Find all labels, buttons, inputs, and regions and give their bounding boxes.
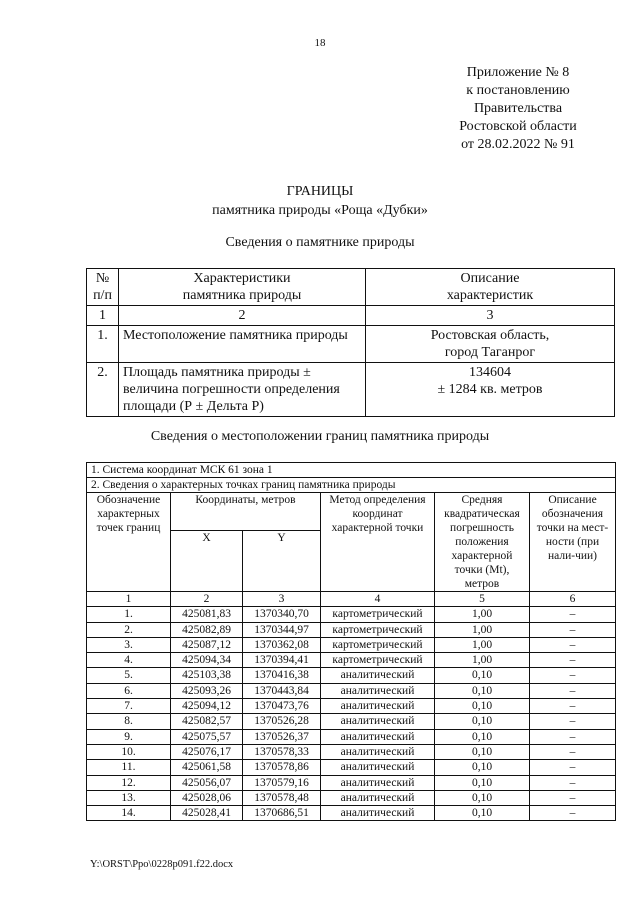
table-row bbox=[87, 744, 616, 759]
cell-desc: – bbox=[530, 637, 616, 652]
appendix-line: Ростовской области bbox=[459, 119, 577, 134]
cell-x: 425075,57 bbox=[171, 729, 243, 744]
cell-y: 1370362,08 bbox=[243, 637, 321, 652]
index-row: 1 2 3 4 5 6 bbox=[87, 592, 616, 607]
cell-x: 425093,26 bbox=[171, 683, 243, 698]
title-sub: памятника природы «Роща «Дубки» bbox=[212, 203, 428, 218]
cell-y: 1370526,37 bbox=[243, 729, 321, 744]
cell-y: 1370578,86 bbox=[243, 760, 321, 775]
cell-n: 11. bbox=[87, 760, 171, 775]
cell-desc: – bbox=[530, 653, 616, 668]
cell-method: аналитический bbox=[321, 806, 435, 821]
coordinate-system-row: 1. Система координат МСК 61 зона 1 bbox=[87, 463, 616, 478]
cell-n: 2. bbox=[87, 622, 171, 637]
cell-method: картометрический bbox=[321, 653, 435, 668]
cell-n: 13. bbox=[87, 790, 171, 805]
cell-method: аналитический bbox=[321, 760, 435, 775]
table-row bbox=[87, 683, 616, 698]
cell-mt: 0,10 bbox=[435, 790, 530, 805]
header-error: Средняя квадратическая погрешность положения характерной точки (Mt), метров bbox=[435, 493, 530, 592]
cell-y: 1370344,97 bbox=[243, 622, 321, 637]
cell-mt: 1,00 bbox=[435, 607, 530, 622]
cell-n: 9. bbox=[87, 729, 171, 744]
cell-y: 1370473,76 bbox=[243, 699, 321, 714]
header-y: Y bbox=[243, 531, 321, 592]
cell-method: аналитический bbox=[321, 668, 435, 683]
cell-mt: 0,10 bbox=[435, 729, 530, 744]
header-description: Описание обозначения точки на мест-ности (при нали-чии) bbox=[530, 493, 616, 592]
boundary-points-table bbox=[86, 462, 616, 821]
cell-y: 1370443,84 bbox=[243, 683, 321, 698]
table-row bbox=[87, 760, 616, 775]
cell-y: 1370416,38 bbox=[243, 668, 321, 683]
cell-y: 1370578,48 bbox=[243, 790, 321, 805]
table-row bbox=[87, 714, 616, 729]
cell-n: 10. bbox=[87, 744, 171, 759]
cell-desc: – bbox=[530, 775, 616, 790]
cell-mt: 0,10 bbox=[435, 806, 530, 821]
cell-x: 425082,57 bbox=[171, 714, 243, 729]
appendix-line: к постановлению bbox=[466, 83, 570, 98]
cell-mt: 1,00 bbox=[435, 653, 530, 668]
appendix-line: от 28.02.2022 № 91 bbox=[461, 137, 575, 152]
cell-n: 14. bbox=[87, 806, 171, 821]
cell-method: аналитический bbox=[321, 699, 435, 714]
table-row bbox=[87, 699, 616, 714]
document-title bbox=[0, 182, 640, 220]
cell-n: 6. bbox=[87, 683, 171, 698]
table-row: 1. Местоположение памятника природы Ростовская область, город Таганрог bbox=[87, 326, 615, 363]
cell-n: 4. bbox=[87, 653, 171, 668]
cell-mt: 0,10 bbox=[435, 699, 530, 714]
table-row bbox=[87, 607, 616, 622]
cell-method: аналитический bbox=[321, 790, 435, 805]
cell-mt: 0,10 bbox=[435, 744, 530, 759]
cell-y: 1370686,51 bbox=[243, 806, 321, 821]
cell-method: аналитический bbox=[321, 683, 435, 698]
table-row bbox=[87, 653, 616, 668]
cell-desc: – bbox=[530, 683, 616, 698]
cell-y: 1370394,41 bbox=[243, 653, 321, 668]
cell-x: 425061,58 bbox=[171, 760, 243, 775]
subtitle-row: 2. Сведения о характерных точках границ памятника природы bbox=[87, 478, 616, 493]
appendix-line: Правительства bbox=[473, 101, 563, 116]
cell-x: 425028,06 bbox=[171, 790, 243, 805]
header-x: X bbox=[171, 531, 243, 592]
cell-x: 425056,07 bbox=[171, 775, 243, 790]
cell-x: 425094,12 bbox=[171, 699, 243, 714]
nature-monument-info-table bbox=[86, 268, 615, 417]
cell-y: 1370526,28 bbox=[243, 714, 321, 729]
header-coordinates: Координаты, метров bbox=[171, 493, 321, 531]
cell-method: аналитический bbox=[321, 775, 435, 790]
cell-method: аналитический bbox=[321, 714, 435, 729]
cell-desc: – bbox=[530, 622, 616, 637]
cell-x: 425081,83 bbox=[171, 607, 243, 622]
table-row bbox=[87, 622, 616, 637]
cell-mt: 0,10 bbox=[435, 760, 530, 775]
cell-x: 425028,41 bbox=[171, 806, 243, 821]
cell-mt: 0,10 bbox=[435, 775, 530, 790]
header-cell: Описание характеристик bbox=[366, 269, 615, 306]
cell-method: аналитический bbox=[321, 729, 435, 744]
cell-mt: 1,00 bbox=[435, 637, 530, 652]
section1-heading: Сведения о памятнике природы bbox=[225, 235, 415, 250]
file-path-footer: Y:\ORST\Ppo\0228p091.f22.docx bbox=[90, 859, 234, 870]
cell-desc: – bbox=[530, 790, 616, 805]
cell-y: 1370578,33 bbox=[243, 744, 321, 759]
table-row bbox=[87, 668, 616, 683]
header-cell: № п/п bbox=[87, 269, 119, 306]
cell-desc: – bbox=[530, 607, 616, 622]
table-row bbox=[87, 806, 616, 821]
cell-method: картометрический bbox=[321, 637, 435, 652]
cell-n: 1. bbox=[87, 607, 171, 622]
cell-n: 7. bbox=[87, 699, 171, 714]
cell-x: 425103,38 bbox=[171, 668, 243, 683]
page-number: 18 bbox=[314, 37, 326, 49]
cell-mt: 1,00 bbox=[435, 622, 530, 637]
cell-mt: 0,10 bbox=[435, 683, 530, 698]
cell-desc: – bbox=[530, 714, 616, 729]
title-main: ГРАНИЦЫ bbox=[286, 184, 354, 199]
index-row: 1 2 3 bbox=[87, 306, 615, 326]
appendix-block bbox=[420, 64, 616, 154]
cell-method: картометрический bbox=[321, 607, 435, 622]
table-header-row bbox=[87, 493, 616, 531]
appendix-line: Приложение № 8 bbox=[466, 65, 570, 80]
cell-n: 5. bbox=[87, 668, 171, 683]
cell-desc: – bbox=[530, 668, 616, 683]
cell-y: 1370579,16 bbox=[243, 775, 321, 790]
cell-x: 425076,17 bbox=[171, 744, 243, 759]
table-row bbox=[87, 729, 616, 744]
cell-desc: – bbox=[530, 744, 616, 759]
cell-desc: – bbox=[530, 699, 616, 714]
table-header-row bbox=[87, 269, 615, 306]
cell-mt: 0,10 bbox=[435, 714, 530, 729]
section2-heading: Сведения о местоположении границ памятника природы bbox=[150, 429, 490, 444]
cell-desc: – bbox=[530, 729, 616, 744]
cell-desc: – bbox=[530, 806, 616, 821]
cell-x: 425087,12 bbox=[171, 637, 243, 652]
cell-x: 425082,89 bbox=[171, 622, 243, 637]
cell-method: аналитический bbox=[321, 744, 435, 759]
cell-y: 1370340,70 bbox=[243, 607, 321, 622]
header-cell: Характеристики памятника природы bbox=[119, 269, 366, 306]
header-point-label: Обозначение характерных точек границ bbox=[87, 493, 171, 592]
table-row: 2. Площадь памятника природы ± величина погрешности определения площади (Р ± Дельта Р) 134604 ± 1284 кв. метров bbox=[87, 363, 615, 417]
cell-mt: 0,10 bbox=[435, 668, 530, 683]
cell-desc: – bbox=[530, 760, 616, 775]
table-row bbox=[87, 790, 616, 805]
cell-n: 8. bbox=[87, 714, 171, 729]
cell-n: 3. bbox=[87, 637, 171, 652]
header-method: Метод определения координат характерной точки bbox=[321, 493, 435, 592]
cell-x: 425094,34 bbox=[171, 653, 243, 668]
table-row bbox=[87, 637, 616, 652]
cell-method: картометрический bbox=[321, 622, 435, 637]
table-row bbox=[87, 775, 616, 790]
cell-n: 12. bbox=[87, 775, 171, 790]
